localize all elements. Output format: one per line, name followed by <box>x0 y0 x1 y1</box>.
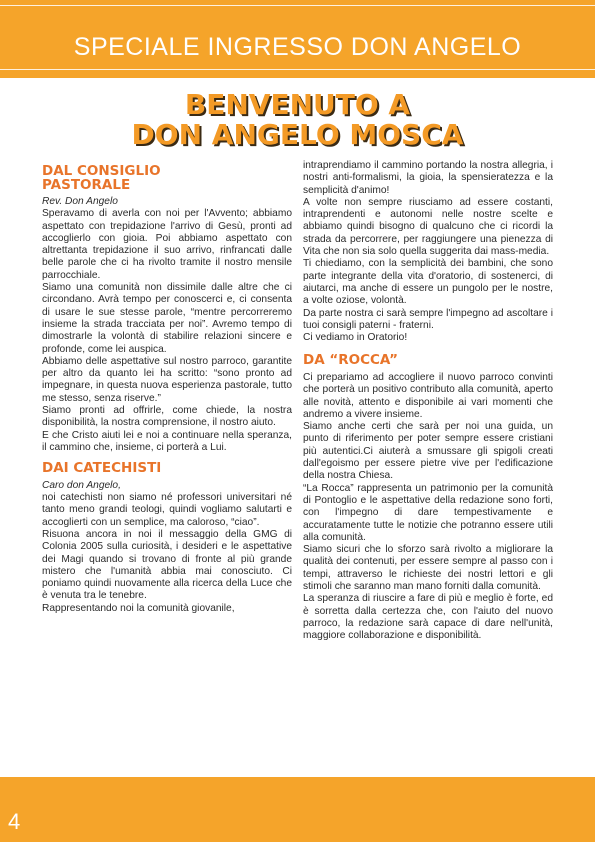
catechisti-paragraph: intraprendiamo il cammino portando la nostra allegria, i nostri anti-formalismi, la gioia, la spensieratezza e la semplicità d'animo! <box>303 160 553 196</box>
consiglio-paragraph: Speravamo di averla con noi per l'Avvento; abbiamo aspettato con trepidazione l'arrivo di Gesù, pronti ad accoglierlo con gioia. Poi abbiamo aspettato con altrettanta trepidazione il suo arrivo, rinfrancati dalle belle parole che ci ha rivolto tramite il nostro mensile parrocchiale. <box>42 208 292 281</box>
consiglio-heading-line-1: DAL CONSIGLIO <box>42 163 161 179</box>
section-title: SPECIALE INGRESSO DON ANGELO <box>73 33 522 61</box>
catechisti-paragraph: Ti chiediamo, con la semplicità dei bambini, che sono parte integrante della vita d'oratorio, di sostenerci, di aiutarci, ma anche di essere un pungolo per le nostre, a volte oziose, volontà. <box>303 258 553 307</box>
consiglio-paragraph: Abbiamo delle aspettative sul nostro parroco, garantite per altro da quanto lei ha scritto: “sono pronto ad impegnare, in questa nuova esperienza pastorale, tutto me stesso, senza riserve.” <box>42 355 292 404</box>
catechisti-paragraph: A volte non sempre riusciamo ad essere costanti, intraprendenti e autonomi nelle nostre scelte e abbiamo quindi bisogno di qualcuno che ci ricordi la strada da percorrere, per raggiungere una pienezza di Vita che non sia solo quella suggerita dai mass-media. <box>303 196 553 258</box>
article-title-line-1: BENVENUTO A <box>184 88 411 121</box>
page-number: 4 <box>8 809 21 834</box>
rocca-paragraph: La speranza di riuscire a fare di più e meglio è forte, ed è sorretta dalla certezza che, con l'aiuto del nuovo parroco, la redazione sarà capace di dare nell'unità, maggiore collaborazione e disponibilità. <box>303 593 553 642</box>
consiglio-salutation: Rev. Don Angelo <box>42 196 118 207</box>
article-title-line-2: DON ANGELO MOSCA <box>131 118 464 151</box>
consiglio-heading <box>42 165 292 192</box>
rocca-paragraph: Siamo sicuri che lo sforzo sarà rivolto a migliorare la qualità dei contenuti, per essere sempre al passo con i tempi, attraverso le richieste dei nostri lettori e gli stimoli che saranno man mano forniti dalla comunità. <box>303 544 553 592</box>
consiglio-paragraph: Siamo una comunità non dissimile dalle altre che ci circondano. Avrà tempo per conoscerci e, ci consenta di usare le sue stesse parole, “mentre percorreremo insieme la strada tracciata per noi”. Avremo tempo di dimostrarle la volontà di stabilire relazioni sincere e profonde, come lei auspica. <box>42 282 292 355</box>
rocca-paragraph: “La Rocca” rappresenta un patrimonio per la comunità di Pontoglio e le aspettative della redazione sono forti, con l'impegno di dare tempestivamente e accuratamente tutte le notizie che potranno essere utili alla comunità. <box>303 482 553 543</box>
right-column <box>303 160 553 642</box>
consiglio-paragraph: Siamo pronti ad offrirle, come chiede, la nostra disponibilità, la nostra comprensione, il nostro aiuto. <box>42 405 292 429</box>
header-rule-top <box>0 5 595 6</box>
catechisti-closing: Ci vediamo in Oratorio! <box>303 332 408 344</box>
consiglio-paragraph: E che Cristo aiuti lei e noi a continuare nella speranza, il cammino che, insieme, ci porterà a Lui. <box>42 429 292 453</box>
catechisti-salutation: Caro don Angelo, <box>42 479 121 491</box>
catechisti-heading: DAI CATECHISTI <box>42 460 162 477</box>
article-title <box>0 90 595 150</box>
left-column <box>42 165 292 615</box>
header-rule-bottom <box>0 69 595 70</box>
catechisti-paragraph: Da parte nostra ci sarà sempre l'impegno ad ascoltare i tuoi consigli paterni - fraterni. <box>303 307 553 331</box>
catechisti-paragraph: Rappresentando noi la comunità giovanile, <box>42 602 235 614</box>
consiglio-heading-line-2: PASTORALE <box>42 176 131 193</box>
rocca-paragraph: Ci prepariamo ad accogliere il nuovo parroco convinti che porterà un positivo contributo alla comunità, aperto alle novità, attento e disponibile ai vari momenti che andremo a vivere insieme. <box>303 371 553 420</box>
catechisti-paragraph: noi catechisti non siamo né professori universitari né tanto meno grandi teologi, quindi vogliamo salutarti e accoglierti con un semplice, ma caloroso, “ciao”. <box>42 492 292 528</box>
catechisti-paragraph: Risuona ancora in noi il messaggio della GMG di Colonia 2005 sulla curiosità, i desideri e le aspettative dei Magi quando si trovano di fronte al più grande mistero che l'umanità abbia mai conosciuto. Ci poniamo quindi nuovamente alla ricerca della Luce che è venuta tra le tenebre. <box>42 528 292 602</box>
footer-band <box>0 777 595 842</box>
rocca-heading: DA “ROCCA” <box>303 352 398 369</box>
header-band <box>0 0 595 78</box>
rocca-paragraph: Siamo anche certi che sarà per noi una guida, un punto di riferimento per poter sempre essere cristiani più autentici.Ci aiuterà a smussare gli spigoli creati dall'egoismo per essere pietre vive per l'edificazione della nostra Chiesa. <box>303 421 553 482</box>
